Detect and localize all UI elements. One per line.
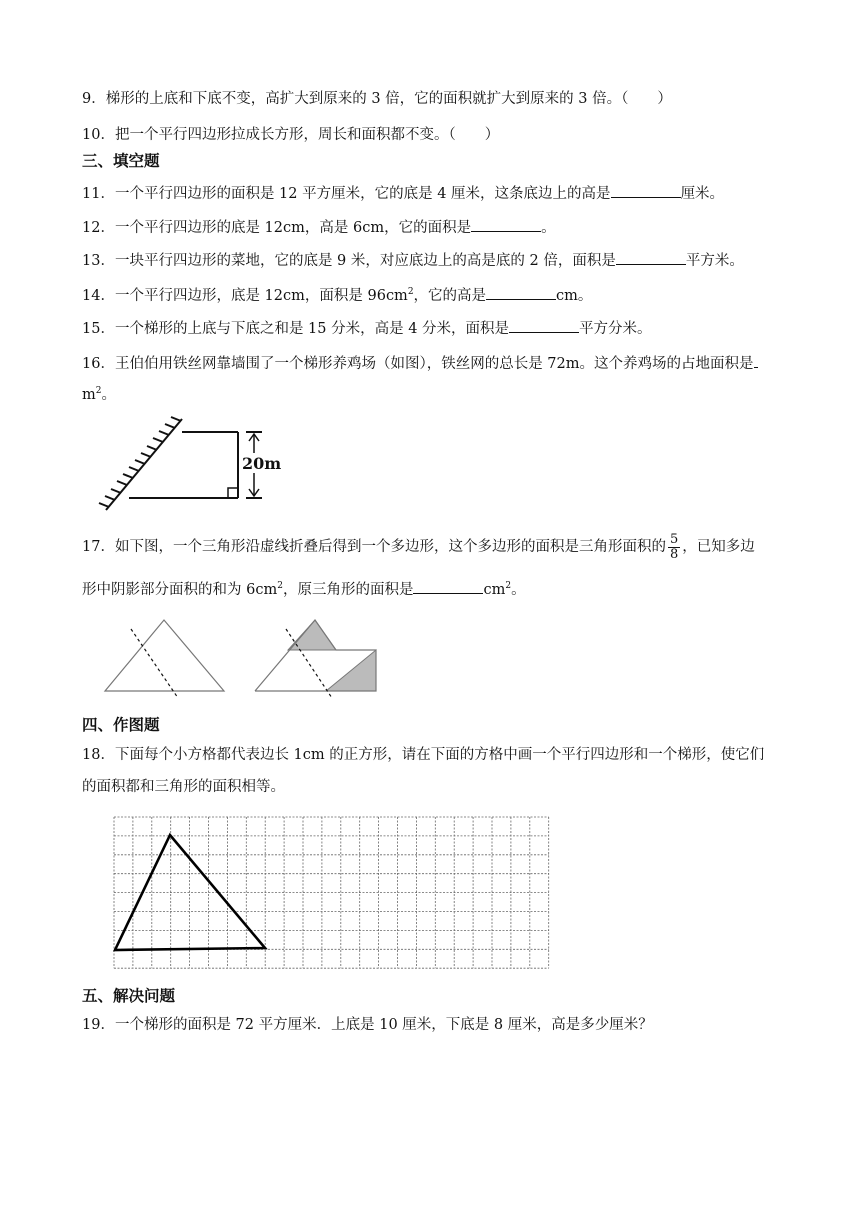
answer-blank[interactable] [471, 216, 541, 232]
question-13-unit: 平方米。 [685, 253, 744, 269]
section-heading-drawing: 四、作图题 [82, 716, 160, 734]
question-9: 9．梯形的上底和下底不变，高扩大到原来的 3 倍，它的面积就扩大到原来的 3 倍。（ ） [82, 91, 672, 107]
question-16 [82, 352, 758, 374]
question-13 [82, 249, 744, 271]
folded-triangle-figure [100, 615, 390, 700]
fraction-numerator: 5 [669, 531, 679, 547]
section-heading-fill-in: 三、填空题 [82, 152, 160, 170]
question-17 [82, 532, 755, 562]
superscript: 2 [95, 386, 102, 397]
question-14 [82, 284, 592, 306]
question-17-unit: cm [483, 582, 506, 598]
answer-blank[interactable] [754, 352, 758, 368]
question-16-end: 。 [101, 387, 116, 403]
question-17-line2-text: 形中阴影部分面积的和为 6cm [82, 582, 278, 598]
question-18-line2: 的面积都和三角形的面积相等。 [82, 779, 285, 795]
question-15-unit: 平方分米。 [579, 321, 652, 337]
question-17-end: 。 [511, 582, 526, 598]
section-heading-problems: 五、解决问题 [82, 987, 176, 1005]
answer-blank[interactable] [413, 578, 483, 594]
question-11-text: 11．一个平行四边形的面积是 12 平方厘米，它的底是 4 厘米，这条底边上的高是 [82, 186, 611, 202]
question-10: 10．把一个平行四边形拉成长方形，周长和面积都不变。（ ） [82, 127, 500, 143]
superscript: 2 [505, 581, 512, 592]
question-14-text: 14．一个平行四边形，底是 12cm，面积是 96cm [82, 288, 408, 304]
question-19: 19．一个梯形的面积是 72 平方厘米．上底是 10 厘米，下底是 8 厘米，高是多少厘米？ [82, 1017, 653, 1033]
question-17-line2-mid: ，原三角形的面积是 [282, 582, 414, 598]
superscript: 2 [407, 287, 414, 298]
answer-blank[interactable] [509, 317, 579, 333]
answer-blank[interactable] [616, 249, 686, 265]
question-15-text: 15．一个梯形的上底与下底之和是 15 分米，高是 4 分米，面积是 [82, 321, 510, 337]
question-11 [82, 182, 724, 204]
question-16-text: 16．王伯伯用铁丝网靠墙围了一个梯形养鸡场（如图），铁丝网的总长是 72m。这个养鸡场的占地面积是 [82, 356, 754, 372]
question-14-mid: ，它的高是 [413, 288, 487, 304]
question-18: 18．下面每个小方格都代表边长 1cm 的正方形，请在下面的方格中画一个平行四边形和一个梯形，使它们 [82, 747, 765, 763]
question-13-text: 13．一块平行四边形的菜地，它的底是 9 米，对应底边上的高是底的 2 倍，面积是 [82, 253, 616, 269]
question-14-unit: cm。 [556, 288, 593, 304]
answer-blank[interactable] [486, 284, 556, 300]
question-12 [82, 216, 556, 238]
answer-blank[interactable] [611, 182, 681, 198]
question-17-text-end: ，已知多边 [682, 539, 755, 555]
trapezoid-wall-figure [96, 415, 296, 520]
question-17-line2 [82, 578, 526, 600]
superscript: 2 [277, 581, 283, 592]
question-11-unit: 厘米。 [680, 186, 725, 202]
question-15 [82, 317, 652, 339]
square-grid[interactable] [112, 815, 552, 972]
question-16-unit: m [82, 387, 96, 403]
question-12-text: 12．一个平行四边形的底是 12cm，高是 6cm，它的面积是 [82, 220, 472, 236]
question-17-text: 17．如下图，一个三角形沿虚线折叠后得到一个多边形，这个多边形的面积是三角形面积的 [82, 539, 666, 555]
fraction-denominator: 8 [669, 546, 679, 562]
height-label: 20m [242, 454, 282, 473]
question-16-line2 [82, 385, 116, 405]
fraction [668, 533, 680, 562]
question-12-end: 。 [541, 220, 556, 236]
